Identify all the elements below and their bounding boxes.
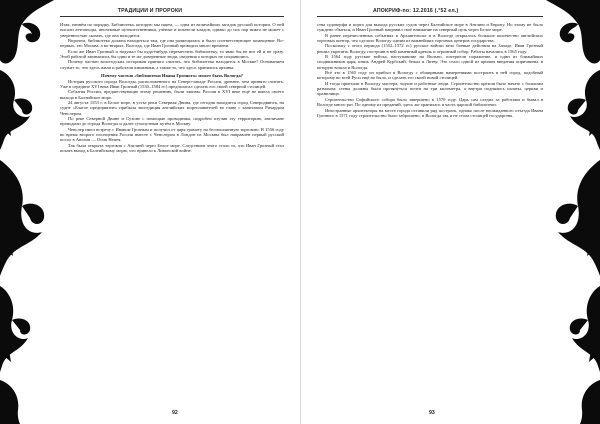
ornament-corner-flourish-right-icon xyxy=(546,0,600,424)
right-page xyxy=(300,0,600,424)
paragraph: И тогда приехали в Вологду мастера, зодчие и работные люди. Строительство кремля было начато с большим размахом: стены должны были протянуться почти на три километра, а внутри поднялись палаты, церкви и хранилища. xyxy=(317,80,543,97)
paragraph: Почему частью вологодских историков принято считать, что библиотека находится в Москве? Основанием служит то, что здесь жили и работали книжники, а также то, что здесь хранились архивы. xyxy=(60,59,284,70)
running-head: АПОКРИФ-no: 12.2016 (.°52 ел.) xyxy=(373,8,459,14)
paragraph: Строительство Софийского собора было завершено к 1570 году. Царь сам следил за работами и бывал в Вологде много раз. По одному из преданий, здесь же хранилась и часть царской библиотеки. xyxy=(317,96,543,108)
paragraph: События России, предшествующие этому решению, были таковы. Россия в XVI веке ещё не имела своего выхода в Балтийское море. xyxy=(60,89,284,100)
paragraph: 24 августа 1553 г. в Белое море, в устье реки Северная Двина, где сегодня находится город Северодвинск, на судне «Благое предприятие» прибыла экспедиция английских мореплавателей во главе с капитаном Ричардом Ченслером. xyxy=(60,99,284,116)
paragraph: ства судоверфи и порта для выхода русских судов через Балтийское море в Англию и Европу. Но этому не было суждено сбыться, и Иван Грозный направил своё внимание на северный путь через Белое море. xyxy=(317,22,543,33)
paragraph: Всё это в 1565 году он прибыл в Вологду с обширными намерениями построить в ней город, подобный которому во всей Руси ещё не было, и сделать его своей новой столицей. xyxy=(317,70,543,81)
paragraph: Поскольку с этого периода (1552–1572 гг.) русское войско вело боевые действия на Западе, Иван Грозный решил укрепить Вологду, построив в ней каменный кремль и огромный собор. Работы начались в 1565 году. xyxy=(317,43,543,54)
header-rule xyxy=(317,16,543,17)
page-number: 92 xyxy=(172,410,178,416)
paragraph: Так была открыта торговля с Англией через Белое море. Следствием этого стало то, что Иван Грозный стал искать выход к Балтийскому морю, что привело к Ливонской войне. xyxy=(60,142,284,153)
paragraph: Если же Иван Грозный и надумал бы куда-нибудь переместить библиотеку, то явно бы не все ей и не сразу. Этой работой занимались бы одни и те же доверенные люди, сведения о которых не сохранились. xyxy=(60,48,284,60)
right-body-text xyxy=(317,22,543,118)
header-rule xyxy=(60,16,284,17)
section-heading: Почему частью «библиотеки Ивана Грозного» может быть Вологда? xyxy=(101,73,243,79)
paragraph: Иностранные архитекторы на месте города оставили ряд построек, однако после неожиданного отъезда Ивана Грозного в 1571 году строительство было заброшено, и Вологда так и не стала столицей государства. xyxy=(317,107,543,118)
paragraph: Итак, начнём по порядку. Библиотека, которую мы ищем, — одна из величайших загадок русской истории. О ней писали летописцы, иноземные путешественники, учёные и искатели кладов, однако до сих пор никто не может с уверенностью сказать, где она находится. xyxy=(60,22,284,38)
paragraph: История русского города Вологды, расположенного на Северо-западе России, древнее, чем принято считать. Уже в середине XVI века Иван Грозный (1530–1584 гг.) предполагал сделать его своей северной столицей. xyxy=(60,78,284,89)
paragraph: Впрочем, библиотека должна находиться там, где она размещалась и было соответствующее помещение. Во-первых, это Москва, а во-вторых, Вологда, где Иван Грозный проводил много времени. xyxy=(60,38,284,49)
page-number: 93 xyxy=(429,410,435,416)
paragraph: В 1564 году русские войска, наступавшие на Вильно, потерпели поражение, и один из ближайших сподвижников царя, князь Андрей Курбский, бежал в Литву. Это стало одной из причин введения опричнины, в которую вошла и Вологда. xyxy=(317,54,543,70)
paragraph: По реке Северной Двине и Сухоне с помощью проводника, подробно изучив эту территорию, англичане проводили до города Вологды и далее сухопутным путём в Москву. xyxy=(60,115,284,127)
ornament-corner-flourish-left-icon xyxy=(0,0,54,424)
paragraph: В ранее перечисленных событиях в Архангельске и в Вологде открылось большое количество английских торговых контор, что сделало Вологду одним из важнейших торговых центров государства. xyxy=(317,32,543,44)
running-head: ТРАДИЦИИ И ПРОРОКИ xyxy=(117,8,183,14)
paragraph: Ченслер имел встречу с Иваном Грозным и получил от царя грамоту на беспошлинную торговлю. В 1556 году во время второго посещения России вместе с Ченслером в Лондон из Москвы был направлен первый русский посол в Англии — Осип Непея. xyxy=(60,126,284,143)
left-body-text xyxy=(60,22,284,153)
